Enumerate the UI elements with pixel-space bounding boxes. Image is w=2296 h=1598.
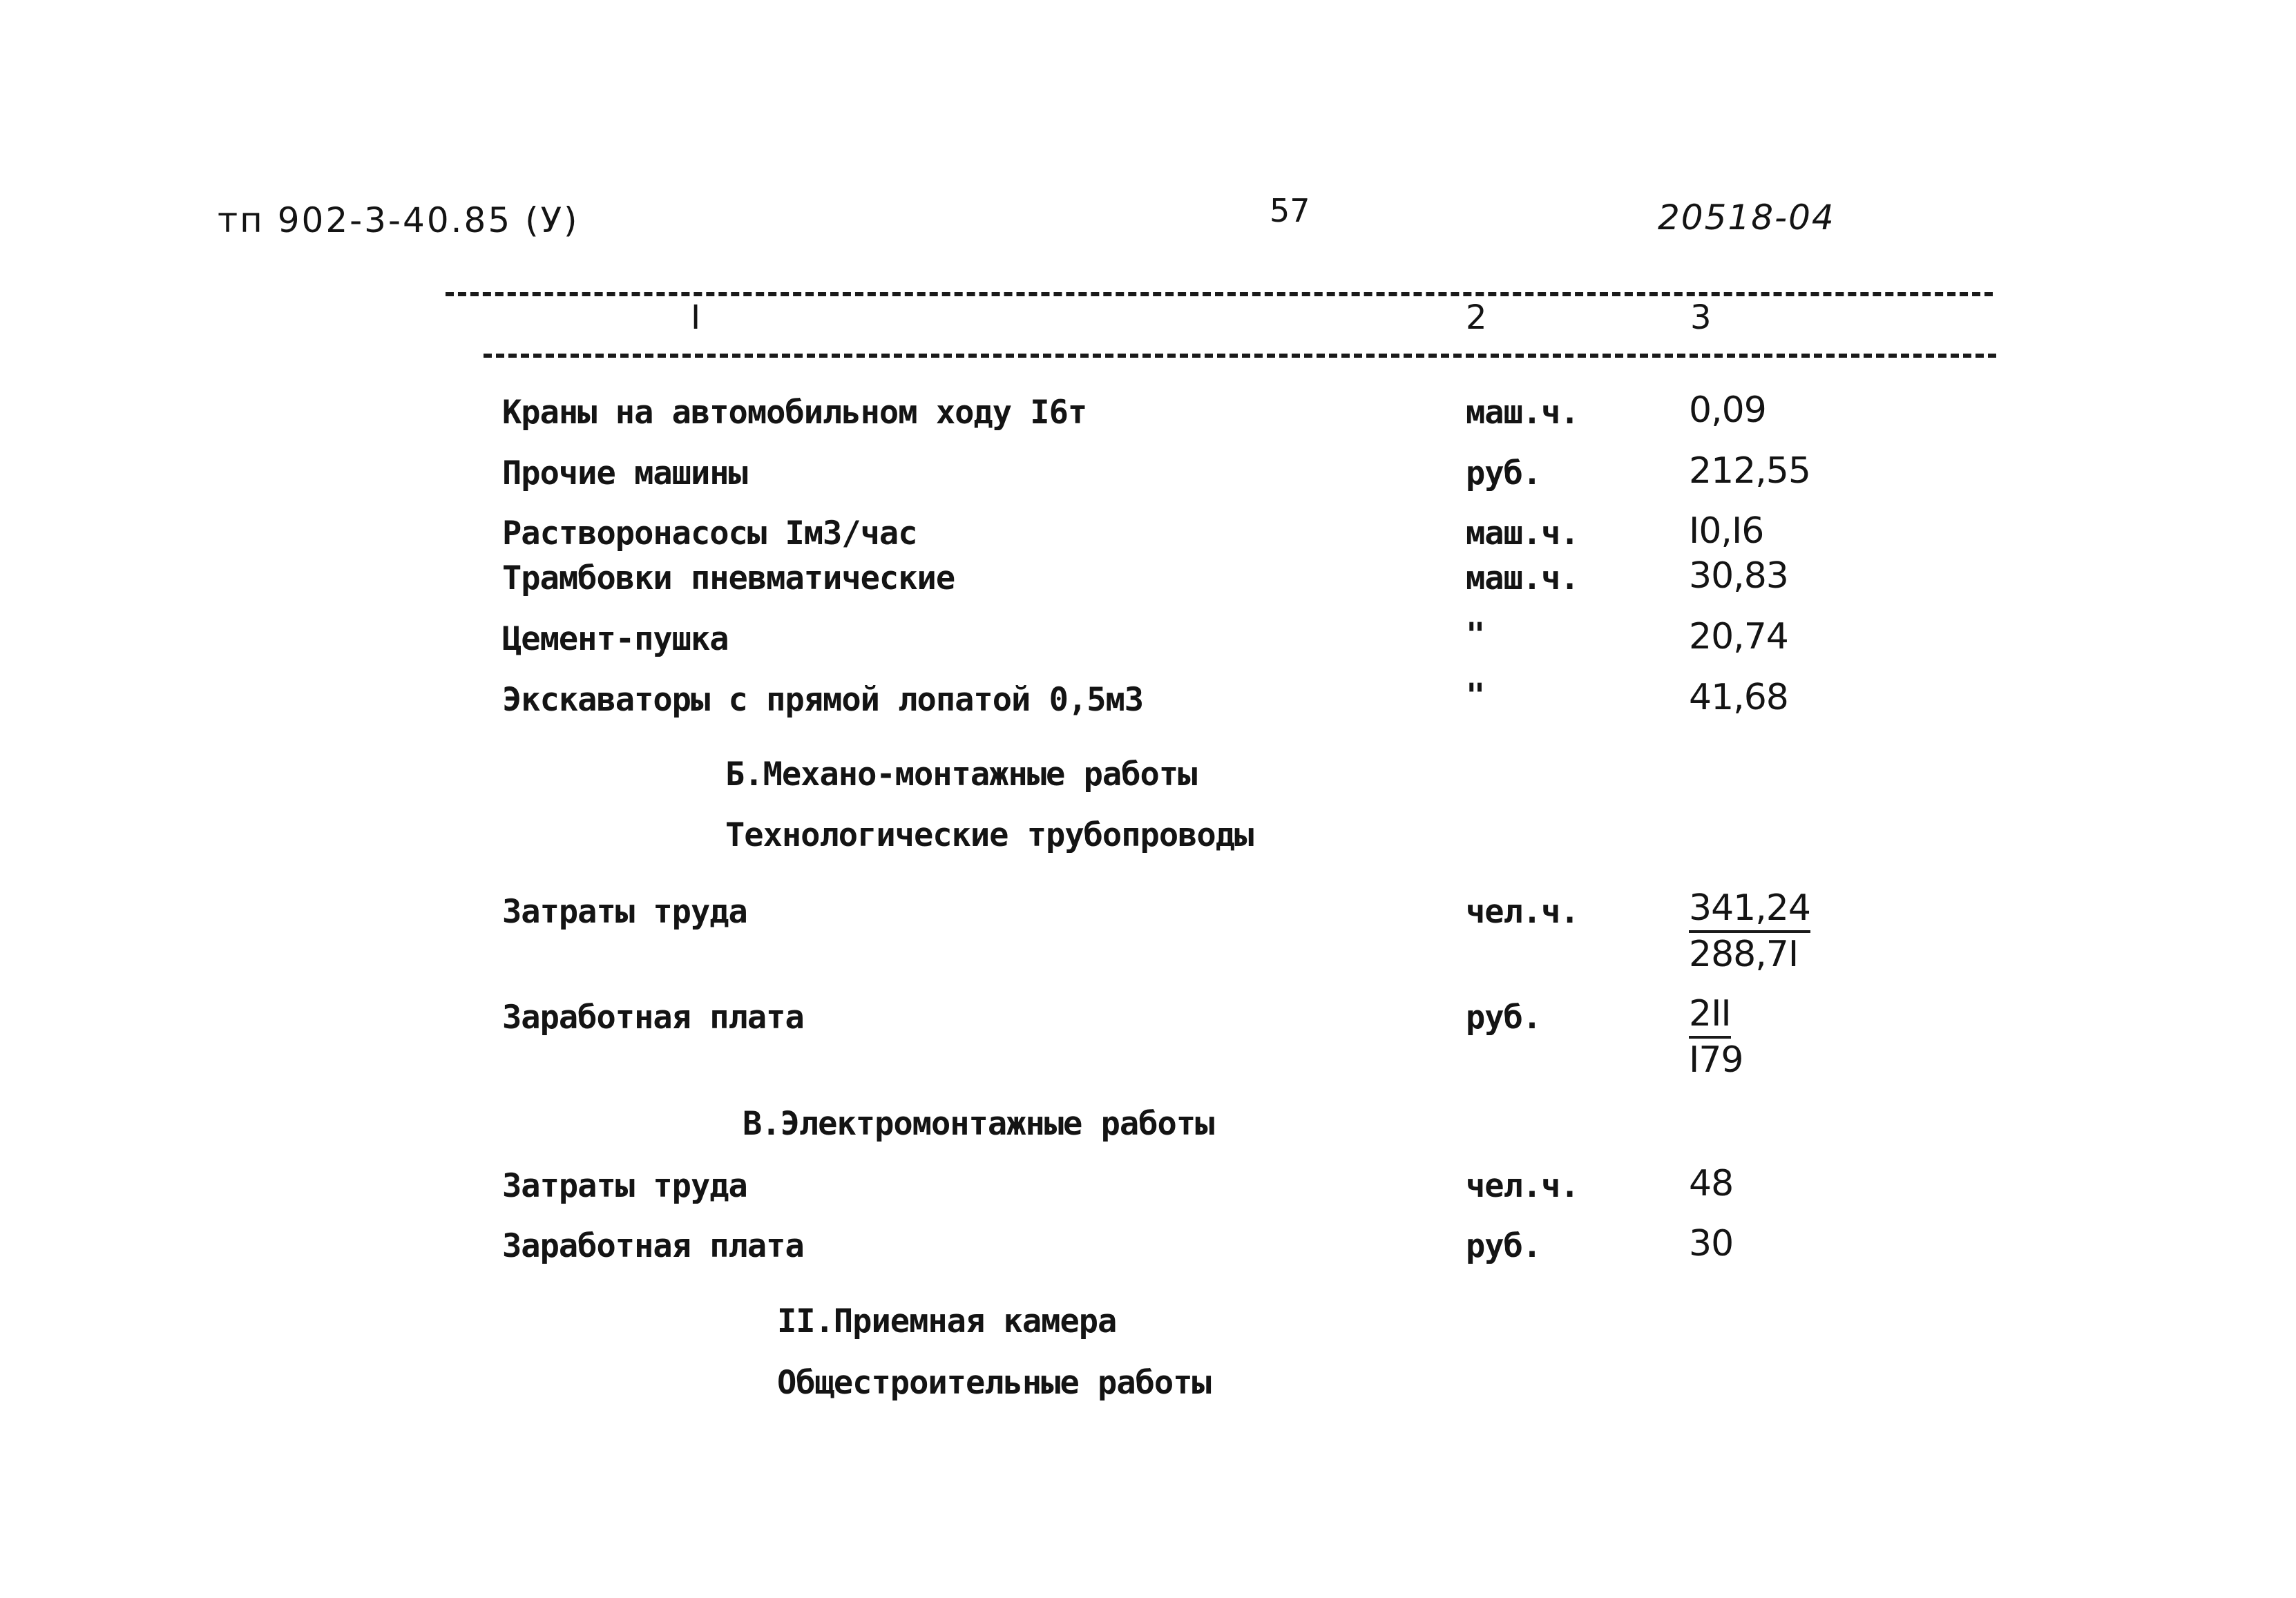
- row-name: Растворонасосы Iм3/час: [502, 514, 917, 552]
- column-header-3: 3: [1690, 298, 1712, 337]
- row-unit: маш.ч.: [1466, 394, 1579, 432]
- row-value: 20,74: [1689, 616, 1788, 657]
- row-unit: ": [1466, 616, 1485, 654]
- row-unit: маш.ч.: [1466, 559, 1579, 597]
- row-unit: маш.ч.: [1466, 514, 1579, 552]
- section-b-subtitle: Технологические трубопроводы: [725, 816, 1254, 854]
- table-header-rule: [484, 354, 1996, 358]
- row-name: Трамбовки пневматические: [502, 559, 955, 597]
- row-name: Цемент-пушка: [502, 620, 729, 658]
- page-number: 57: [1270, 192, 1310, 229]
- row-value-denominator: I79: [1689, 1039, 1743, 1081]
- row-name: Прочие машины: [502, 454, 747, 492]
- column-header-2: 2: [1466, 298, 1487, 337]
- row-value: 48: [1689, 1163, 1734, 1204]
- row-value: 30: [1689, 1223, 1734, 1264]
- section-ii-title: II.Приемная камера: [777, 1302, 1117, 1340]
- column-header-1: I: [691, 298, 701, 337]
- row-name: Краны на автомобильном ходу I6т: [502, 394, 1087, 432]
- row-unit: руб.: [1466, 454, 1542, 492]
- row-name: Заработная плата: [502, 999, 804, 1037]
- row-unit: ": [1466, 677, 1485, 715]
- row-value: 212,55: [1689, 450, 1810, 492]
- row-value-numerator: 341,24: [1689, 887, 1810, 933]
- inventory-number: 20518-04: [1658, 198, 1835, 238]
- row-name: Затраты труда: [502, 1167, 747, 1205]
- section-v-title: В.Электромонтажные работы: [743, 1105, 1214, 1143]
- row-unit: руб.: [1466, 999, 1542, 1037]
- row-value: 30,83: [1689, 555, 1788, 597]
- row-name: Затраты труда: [502, 893, 747, 931]
- section-ii-subtitle: Общестроительные работы: [777, 1364, 1211, 1402]
- row-unit: руб.: [1466, 1227, 1542, 1265]
- section-b-title: Б.Механо-монтажные работы: [725, 755, 1197, 793]
- row-value-numerator: 2II: [1689, 993, 1731, 1039]
- row-value: 0,09: [1689, 389, 1766, 431]
- table-top-rule: [446, 292, 1993, 296]
- row-unit: чел.ч.: [1466, 893, 1579, 931]
- row-name: Заработная плата: [502, 1227, 804, 1265]
- row-name: Экскаваторы с прямой лопатой 0,5м3: [502, 681, 1144, 719]
- row-value: 41,68: [1689, 677, 1788, 718]
- row-unit: чел.ч.: [1466, 1167, 1579, 1205]
- row-value: I0,I6: [1689, 510, 1764, 552]
- document-code: тп 902-3-40.85 (У): [218, 200, 580, 240]
- row-value-denominator: 288,7I: [1689, 934, 1799, 975]
